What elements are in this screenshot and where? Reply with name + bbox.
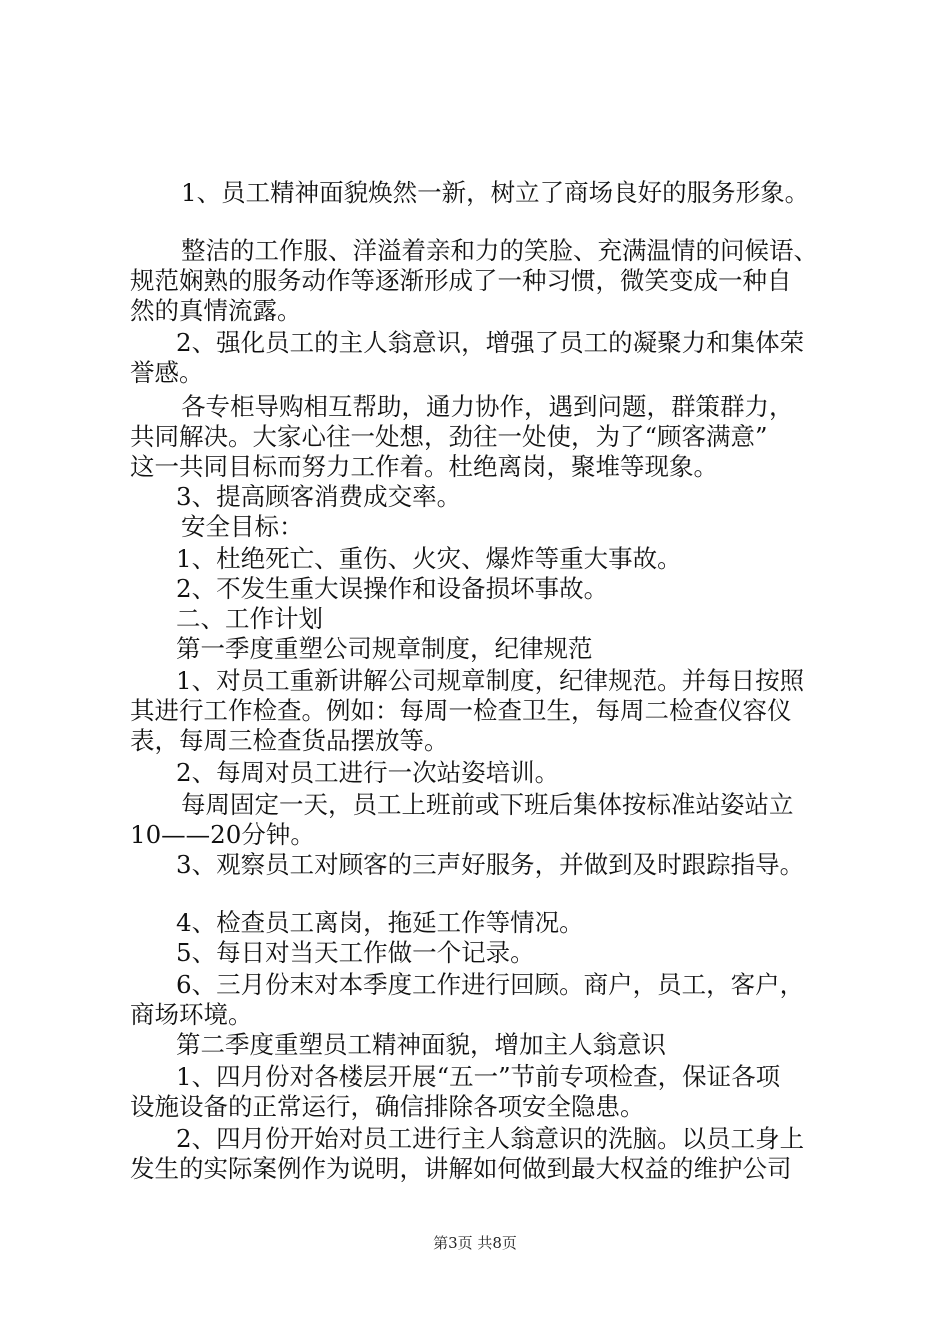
text-line: 这一共同目标而努力工作着。杜绝离岗，聚堆等现象。: [130, 452, 718, 481]
text-line: 2、强化员工的主人翁意识，增强了员工的凝聚力和集体荣: [176, 328, 805, 357]
text-line: 每周固定一天，员工上班前或下班后集体按标准站姿站立: [181, 790, 794, 819]
text-line: 然的真情流露。: [130, 296, 302, 325]
page-footer: 第3页 共8页: [433, 1234, 517, 1252]
text-line: 5、每日对当天工作做一个记录。: [176, 938, 535, 967]
subsection-heading: 第一季度重塑公司规章制度，纪律规范: [176, 634, 593, 663]
text-line: 6、三月份末对本季度工作进行回顾。商户，员工，客户，: [176, 970, 805, 999]
text-line: 设施设备的正常运行，确信排除各项安全隐患。: [130, 1092, 645, 1121]
text-line: 共同解决。大家心往一处想，劲往一处使，为了“顾客满意”: [130, 422, 768, 451]
text-line: 2、每周对员工进行一次站姿培训。: [176, 758, 560, 787]
text-line: 1、员工精神面貌焕然一新，树立了商场良好的服务形象。: [181, 178, 810, 207]
text-line: 2、不发生重大误操作和设备损坏事故。: [176, 574, 609, 603]
text-line: 誉感。: [130, 358, 204, 387]
section-heading: 二、工作计划: [176, 604, 323, 633]
text-line: 商场环境。: [130, 1000, 253, 1029]
text-line: 规范娴熟的服务动作等逐渐形成了一种习惯，微笑变成一种自: [130, 266, 792, 295]
text-line: 4、检查员工离岗，拖延工作等情况。: [176, 908, 584, 937]
text-line: 3、提高顾客消费成交率。: [176, 482, 462, 511]
subsection-heading: 第二季度重塑员工精神面貌，增加主人翁意识: [176, 1030, 666, 1059]
text-line: 各专柜导购相互帮助，通力协作，遇到问题，群策群力，: [181, 392, 794, 421]
text-line: 发生的实际案例作为说明，讲解如何做到最大权益的维护公司: [130, 1154, 792, 1183]
text-line: 3、观察员工对顾客的三声好服务，并做到及时跟踪指导。: [176, 850, 805, 879]
text-line: 10——20分钟。: [130, 820, 315, 849]
text-line: 1、杜绝死亡、重伤、火灾、爆炸等重大事故。: [176, 544, 682, 573]
text-line: 2、四月份开始对员工进行主人翁意识的洗脑。以员工身上: [176, 1124, 805, 1153]
text-line: 表，每周三检查货品摆放等。: [130, 726, 449, 755]
text-line: 整洁的工作服、洋溢着亲和力的笑脸、充满温情的问候语、: [181, 236, 818, 265]
text-line: 1、对员工重新讲解公司规章制度，纪律规范。并每日按照: [176, 666, 805, 695]
text-line: 1、四月份对各楼层开展“五一”节前专项检查，保证各项: [176, 1062, 781, 1091]
text-line: 其进行工作检查。例如：每周一检查卫生，每周二检查仪容仪: [130, 696, 792, 725]
text-line: 安全目标：: [181, 512, 304, 541]
